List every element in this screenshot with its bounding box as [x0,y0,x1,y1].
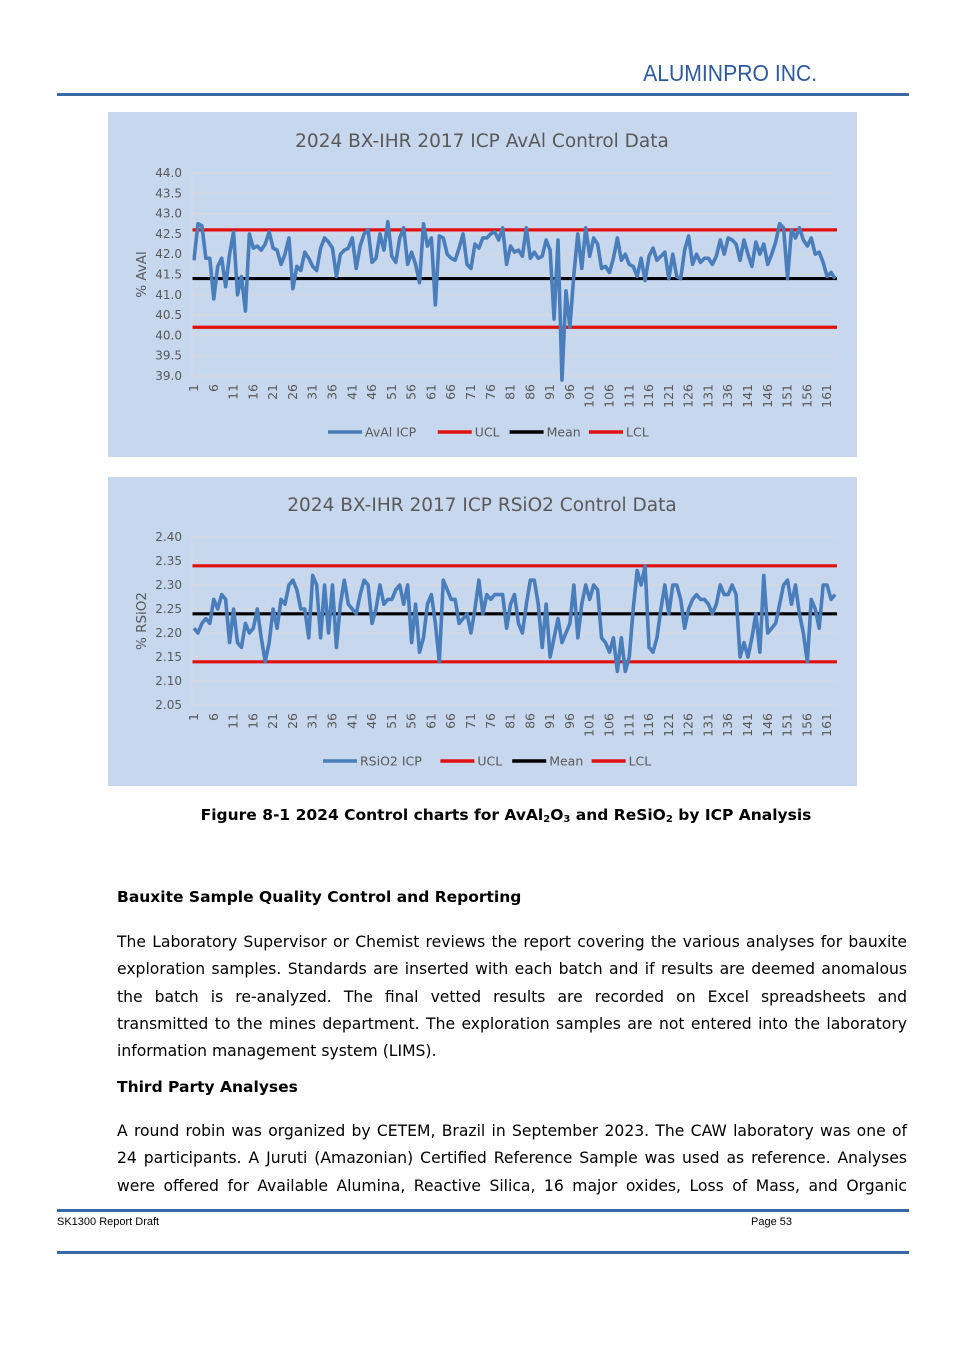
y-axis-label: % RSiO2 [134,591,150,651]
x-tick-label: 146 [759,384,775,408]
legend-label: LCL [626,424,649,440]
x-tick-label: 61 [423,384,439,400]
footer-rule-top [57,1209,909,1212]
x-tick-label: 26 [284,713,300,729]
x-tick-label: 16 [245,384,261,400]
x-tick-label: 66 [443,713,459,729]
x-tick-label: 106 [601,713,617,737]
x-tick-label: 41 [344,713,360,729]
x-tick-label: 91 [542,713,558,729]
chart-title: 2024 BX-IHR 2017 ICP AvAl Control Data [295,131,669,152]
x-tick-label: 156 [799,384,815,408]
y-tick-label: 39.0 [155,369,182,383]
footer-document-title: SK1300 Report Draft [57,1216,160,1228]
y-axis-label: % AvAl [134,251,150,298]
x-tick-label: 46 [364,713,380,729]
x-tick-label: 81 [502,713,518,729]
x-tick-label: 101 [581,384,597,408]
section-heading-third-party: Third Party Analyses [117,1078,298,1096]
legend-label: Mean [546,424,581,440]
x-tick-label: 51 [383,384,399,400]
y-tick-label: 41.0 [155,287,182,302]
x-tick-label: 11 [225,384,241,400]
y-tick-label: 2.30 [155,578,182,592]
y-tick-label: 43.5 [155,186,182,201]
x-tick-label: 116 [641,713,657,737]
x-tick-label: 56 [403,713,419,729]
x-tick-label: 6 [205,713,221,721]
x-tick-label: 61 [423,713,439,729]
x-tick-label: 136 [720,384,736,408]
x-tick-label: 21 [265,713,281,729]
legend-label: Mean [549,753,584,769]
x-tick-label: 116 [641,384,657,408]
chart-title: 2024 BX-IHR 2017 ICP RSiO2 Control Data [287,495,677,516]
x-tick-label: 91 [542,384,558,400]
x-tick-label: 71 [462,384,478,400]
y-tick-label: 2.40 [155,530,182,544]
legend-label: RSiO2 ICP [360,753,422,769]
y-tick-label: 42.5 [155,226,182,241]
x-tick-label: 151 [779,713,795,737]
x-tick-label: 31 [304,713,320,729]
x-tick-label: 11 [225,713,241,729]
x-tick-label: 156 [799,713,815,737]
x-tick-label: 121 [660,384,676,408]
company-name: ALUMINPRO INC. [642,60,817,86]
y-tick-label: 2.15 [155,650,182,664]
y-tick-label: 41.5 [155,267,182,282]
x-tick-label: 136 [720,713,736,737]
x-tick-label: 66 [443,384,459,400]
x-tick-label: 161 [819,713,835,737]
header-rule [57,93,909,96]
x-tick-label: 86 [522,384,538,400]
x-tick-label: 161 [819,384,835,408]
y-tick-label: 39.5 [155,348,182,363]
y-tick-label: 44.0 [155,166,182,180]
x-tick-label: 76 [482,384,498,400]
x-tick-label: 51 [383,713,399,729]
x-tick-label: 31 [304,384,320,400]
x-tick-label: 96 [561,713,577,729]
x-tick-label: 21 [265,384,281,400]
y-tick-label: 2.20 [155,626,182,640]
x-tick-label: 131 [700,384,716,408]
x-tick-label: 26 [284,384,300,400]
plot-area [192,173,837,376]
x-tick-label: 6 [205,384,221,392]
x-tick-label: 151 [779,384,795,408]
avai-control-chart [108,112,857,457]
plot-area [192,537,837,705]
y-tick-label: 40.5 [155,308,182,323]
legend-label: AvAl ICP [365,424,417,440]
x-tick-label: 106 [601,384,617,408]
x-tick-label: 146 [759,713,775,737]
y-tick-label: 2.10 [155,674,182,688]
legend-label: UCL [474,424,500,440]
x-tick-label: 126 [680,384,696,408]
x-tick-label: 96 [561,384,577,400]
avai-chart-svg [108,112,857,457]
x-tick-label: 56 [403,384,419,400]
x-tick-label: 126 [680,713,696,737]
legend-label: LCL [628,753,652,769]
x-tick-label: 111 [621,384,637,408]
x-tick-label: 81 [502,384,518,400]
paragraph-quality-control: The Laboratory Supervisor or Chemist reviews the report covering the various analyses for bauxite exploration samples. Standards are inserted with each batch and if results are deemed anomalous the batch is re-analyzed. The final vetted results are recorded on Excel spreadsheets and transmitted to the mines department. The exploration samples are not entered into the laboratory information management system (LIMS). [117,933,907,1061]
x-tick-label: 141 [739,384,755,408]
footer-rule-bottom [57,1251,909,1254]
x-tick-label: 101 [581,713,597,737]
x-tick-label: 1 [185,713,201,721]
x-tick-label: 111 [621,713,637,737]
footer-page-number: Page 53 [751,1216,792,1228]
y-tick-label: 2.35 [155,554,182,568]
y-tick-label: 2.25 [155,602,182,616]
x-tick-label: 86 [522,713,538,729]
x-tick-label: 121 [660,713,676,737]
x-tick-label: 36 [324,713,340,729]
rsio2-control-chart [108,477,857,786]
paragraph-third-party: A round robin was organized by CETEM, Brazil in September 2023. The CAW laboratory was one of 24 participants. A Juruti (Amazonian) Certified Reference Sample was used as reference. Analyses were offered for Available Alumina, Reactive Silica, 16 major oxides, Loss of Mass, and Organic [117,1122,907,1195]
y-tick-label: 40.0 [155,328,182,343]
x-tick-label: 131 [700,713,716,737]
x-tick-label: 141 [739,713,755,737]
y-tick-label: 43.0 [155,206,182,221]
y-tick-label: 42.0 [155,247,182,262]
x-tick-label: 76 [482,713,498,729]
x-tick-label: 1 [185,384,201,392]
x-tick-label: 16 [245,713,261,729]
figure-caption: Figure 8-1 2024 Control charts for $AvAl_2O_3$ and ReSiO$_2$ by ICP Analysis [200,806,812,825]
rsio2-chart-svg [108,477,857,786]
x-tick-label: 36 [324,384,340,400]
x-tick-label: 46 [364,384,380,400]
section-heading-quality-control: Bauxite Sample Quality Control and Reporting [117,888,522,906]
x-tick-label: 41 [344,384,360,400]
legend-label: UCL [477,753,503,769]
y-tick-label: 2.05 [155,698,182,712]
x-tick-label: 71 [462,713,478,729]
